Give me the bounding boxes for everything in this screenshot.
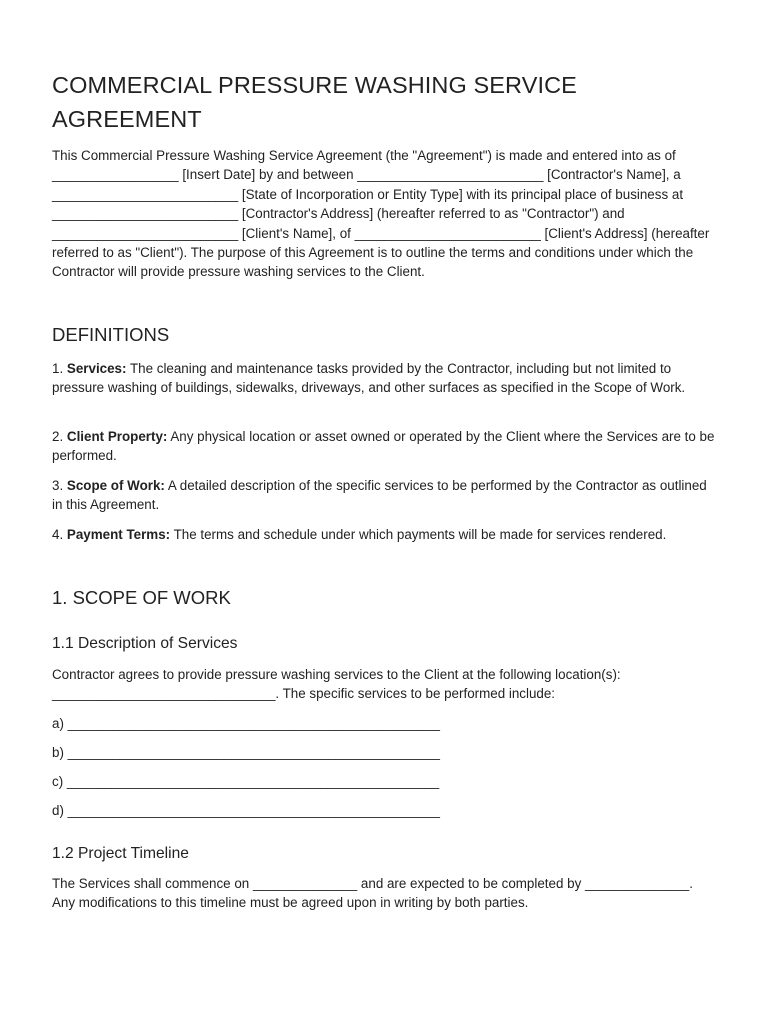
intro-paragraph: This Commercial Pressure Washing Service Agreement (the "Agreement") is made and entered into as of _________________ [Insert Date] by and between _________________________ [Contractor's Name], a _________________________ [State of Incorporation or Entity Type] with its principal place of business at _________________________ [Contractor's Address] (hereafter referred to as "Contractor") and _________________________ [Client's Name], of _________________________ [Client's Address] (hereafter referred to as "Client"). The purpose of this Agreement is to outline the terms and conditions under which the Contractor will provide pressure washing services to the Client. bbox=[52, 148, 710, 280]
description-of-services-text: Contractor agrees to provide pressure washing services to the Client at the following location(s): ______________________________. The specific services to be performed include: bbox=[52, 667, 621, 702]
service-list-item: d) __________________________________________________ bbox=[52, 803, 440, 818]
document-title: COMMERCIAL PRESSURE WASHING SERVICE AGREEMENT bbox=[52, 72, 577, 132]
definition-text: Any physical location or asset owned or operated by the Client where the Services are to be performed. bbox=[52, 429, 715, 464]
definition-item bbox=[52, 427, 718, 466]
scope-of-work-heading: 1. SCOPE OF WORK bbox=[52, 587, 231, 608]
definition-term: Client Property: bbox=[66, 429, 168, 444]
definition-number: 2. bbox=[52, 429, 64, 444]
definition-term: Scope of Work: bbox=[66, 478, 165, 493]
definition-item bbox=[52, 359, 718, 398]
definition-item bbox=[52, 476, 718, 515]
project-timeline-heading: 1.2 Project Timeline bbox=[52, 845, 189, 862]
definition-term: Payment Terms: bbox=[66, 527, 171, 542]
definition-item bbox=[52, 525, 718, 544]
definition-number: 3. bbox=[52, 478, 64, 493]
project-timeline-text: The Services shall commence on ______________ and are expected to be completed by ______________. Any modifications to this timeline must be agreed upon in writing by both parties. bbox=[52, 876, 693, 911]
definitions-heading: DEFINITIONS bbox=[52, 324, 170, 345]
description-of-services-heading: 1.1 Description of Services bbox=[52, 635, 238, 652]
definition-text: The cleaning and maintenance tasks provided by the Contractor, including but not limited to pressure washing of buildings, sidewalks, driveways, and other surfaces as specified in the Scope of Work. bbox=[52, 361, 686, 396]
definition-term: Services: bbox=[66, 361, 127, 376]
service-list-item: c) __________________________________________________ bbox=[52, 774, 440, 789]
service-list-item: b) __________________________________________________ bbox=[52, 745, 440, 760]
service-list-item: a) __________________________________________________ bbox=[52, 716, 440, 731]
definition-text: The terms and schedule under which payments will be made for services rendered. bbox=[173, 527, 667, 542]
definition-text: A detailed description of the specific services to be performed by the Contractor as outlined in this Agreement. bbox=[52, 478, 707, 513]
definition-number: 1. bbox=[52, 361, 64, 376]
definition-number: 4. bbox=[52, 527, 64, 542]
